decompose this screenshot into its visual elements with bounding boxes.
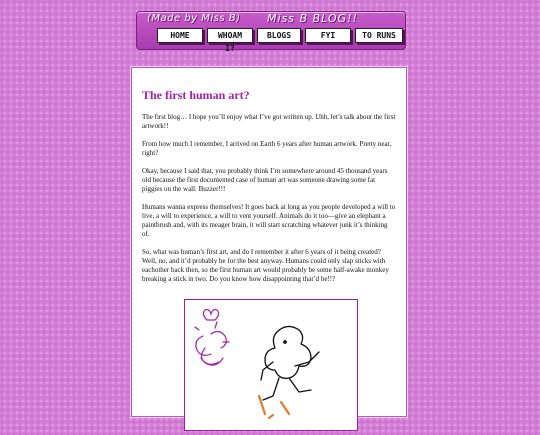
post-paragraph: The first blog… I hope you’ll enjoy what I’ve got written up. Uhh, let’s talk about the first artwork!! [142, 113, 396, 130]
nav-whoami[interactable]: WHOAM I? [207, 28, 253, 43]
post-title: The first human art? [142, 88, 250, 102]
site-banner [136, 11, 406, 53]
credit-text: (Made by Miss B) [147, 13, 241, 24]
nav-blogs[interactable]: BLOGS [257, 28, 301, 43]
post-paragraph: From how much I remember, I arrived on Earth 6 years after human artwork. Pretty neat, right? [142, 140, 392, 157]
nav-home[interactable]: HOME [157, 28, 203, 43]
monkey-doodle-drawing [185, 300, 357, 430]
post-paragraph: Humans wanna express themselves! It goes back at long as you people developed a will to live, a will to experience, a will to vent yourself. Animals do it too—give an elephant a paintbrush and, with its meager brain, it will start scratching whatever junk it’s thinking of. [142, 203, 396, 238]
post-paragraph: So, what was human’s first art, and do I remember it after 6 years of it being created? Well, no, and it’d probably be for the best anyway. Humans could only slap sticks with eachother back then, so the first human art would probably be some half-awake monkey breaking a stick in two. Do you know how disappointing that’d be!!? [142, 248, 389, 283]
blog-post [131, 67, 407, 417]
post-paragraph: Okay, because I said that, you probably think I’m somewhere around 45 thousand years old because the first documented case of human art was someone drawing some fat piggies on the wall. Buzzer!!! [142, 167, 388, 193]
nav-fyi[interactable]: FYI [305, 28, 351, 43]
blog-title: Miss B BLOG!! [267, 12, 358, 25]
main-nav [157, 28, 403, 53]
nav-to-runs[interactable]: TO RUNS [355, 28, 403, 43]
doodle-illustration [184, 299, 358, 431]
